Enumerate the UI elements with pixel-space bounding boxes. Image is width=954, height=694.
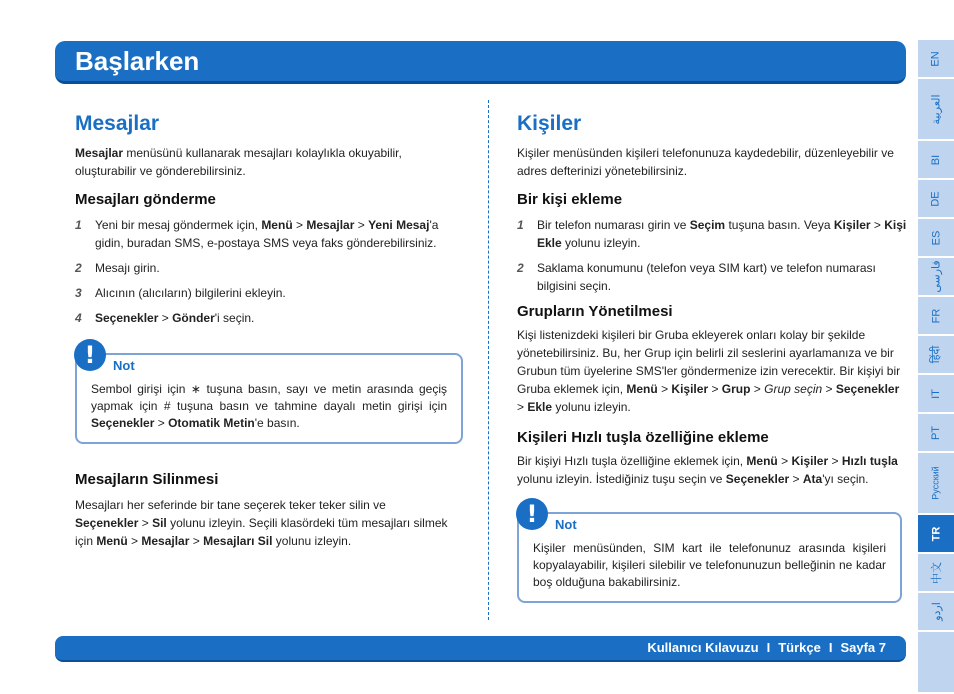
step-text: yolunu izleyin.	[561, 236, 641, 250]
separator: >	[789, 472, 803, 486]
step-number: 3	[75, 286, 82, 300]
separator: >	[158, 311, 173, 325]
list-item	[517, 259, 907, 295]
step-text: Mesajı girin.	[95, 261, 160, 275]
tab-label: Русский	[931, 466, 941, 500]
menu-term: Mesajlar	[141, 534, 190, 548]
menu-term: Sil	[152, 516, 167, 530]
menu-term: Ekle	[527, 400, 553, 414]
separator: >	[657, 382, 672, 396]
separator: >	[822, 382, 836, 396]
step-number: 2	[517, 261, 524, 275]
menu-term: Ata	[802, 472, 823, 486]
tab-tr[interactable]	[918, 515, 954, 552]
tab-label: EN	[930, 50, 942, 67]
menu-term: Menü	[626, 382, 658, 396]
speed-dial-heading: Kişileri Hızlı tuşla özelliğine ekleme	[517, 429, 769, 446]
tab-label: ES	[930, 230, 942, 245]
separator: >	[189, 534, 204, 548]
list-item	[75, 284, 450, 302]
tab-fr[interactable]	[918, 297, 954, 334]
menu-term: Seçenekler	[75, 516, 139, 530]
speed-dial-text	[517, 452, 907, 488]
text-part: Bir kişiyi Hızlı tuşla özelliğine eklemek için,	[517, 454, 747, 468]
step-text: Bir telefon numarası girin ve	[537, 218, 690, 232]
list-item	[517, 216, 907, 252]
text-part: yolunu izleyin.	[272, 534, 352, 548]
note-box	[75, 341, 463, 444]
list-item	[75, 309, 450, 327]
groups-heading: Grupların Yönetilmesi	[517, 303, 673, 320]
footer-page-number: Sayfa 7	[840, 640, 886, 655]
tab-label: PT	[930, 425, 942, 440]
menu-term: Seçenekler	[91, 416, 155, 430]
step-number: 1	[517, 218, 524, 232]
page-title-bar	[55, 41, 906, 84]
menu-term: Menü	[261, 218, 293, 232]
tab-label: فارسی	[930, 260, 943, 293]
separator: >	[708, 382, 722, 396]
separator: >	[154, 416, 169, 430]
note-box	[517, 500, 902, 603]
separator: >	[870, 218, 885, 232]
exclamation-icon: !	[74, 339, 106, 371]
footer-bar	[55, 636, 906, 662]
separator: >	[292, 218, 307, 232]
menu-term: Seçenekler	[725, 472, 790, 486]
add-steps	[517, 216, 907, 295]
menu-term: Yeni Mesaj	[368, 218, 430, 232]
contacts-column	[517, 110, 907, 603]
tab-ar[interactable]	[918, 79, 954, 139]
column-divider	[488, 100, 489, 620]
footer-text	[647, 640, 886, 655]
page-title: Başlarken	[75, 46, 200, 76]
intro-text: menüsünü kullanarak mesajları kolaylıkla okuyabilir, oluşturabilir ve gönderebilirsiniz.	[75, 146, 402, 178]
tab-empty	[918, 632, 954, 692]
separator: >	[138, 516, 153, 530]
separator: >	[517, 400, 528, 414]
note-title: Not	[555, 517, 577, 532]
menu-term: Kişi Ekle	[537, 218, 907, 250]
menu-term-italic: Grup seçin	[764, 382, 823, 396]
separator: >	[750, 382, 765, 396]
menu-term: Seçenekler	[95, 311, 159, 325]
delete-text	[75, 496, 450, 550]
text-part: Mesajları her seferinde bir tane seçerek teker teker silin ve	[75, 498, 386, 512]
menu-term: Menü	[96, 534, 128, 548]
footer-guide: Kullanıcı Kılavuzu	[647, 640, 759, 655]
menu-term: Seçim	[689, 218, 726, 232]
text-part: yolunu izleyin. İstediğiniz tuşu seçin ve	[517, 472, 726, 486]
tab-it[interactable]	[918, 375, 954, 412]
separator: >	[354, 218, 369, 232]
delete-heading: Mesajların Silinmesi	[75, 471, 219, 488]
list-item	[75, 216, 450, 252]
messages-intro	[75, 144, 450, 180]
footer-language: Türkçe	[778, 640, 821, 655]
footer-separator: I	[828, 640, 833, 655]
menu-term: Seçenekler	[835, 382, 900, 396]
intro-bold: Mesajlar	[75, 146, 124, 160]
separator: >	[127, 534, 142, 548]
tab-label: हिंदी	[930, 345, 943, 364]
tab-zh[interactable]	[918, 554, 954, 591]
exclamation-icon: !	[516, 498, 548, 530]
send-heading: Mesajları gönderme	[75, 191, 216, 208]
step-text: Yeni bir mesaj göndermek için,	[95, 218, 262, 232]
step-text: tuşuna basın. Veya	[725, 218, 834, 232]
menu-term: Mesajları Sil	[203, 534, 273, 548]
messages-heading: Mesajlar	[75, 112, 160, 135]
step-number: 1	[75, 218, 82, 232]
note-text	[91, 381, 447, 432]
note-text-part: Sembol girişi için ∗ tuşuna basın, sayı ve metin arasında geçiş yapmak için # tuşuna basın ve tahmine dayalı metin girişi için	[91, 382, 447, 413]
step-number: 2	[75, 261, 82, 275]
tab-label: IT	[930, 388, 942, 399]
note-text: Kişiler menüsünden, SIM kart ile telefonunuz arasında kişileri kopyalayabilir, kişileri silebilir ve telefonunuzun belleğinin ne kadar boş olduğuna bakabilirsiniz.	[533, 541, 886, 589]
menu-term: Gönder	[172, 311, 215, 325]
note-text-part: 'e basın.	[254, 416, 300, 430]
tab-ur[interactable]	[918, 593, 954, 630]
tab-label: BI	[930, 154, 942, 165]
tab-en[interactable]	[918, 40, 954, 77]
note-title: Not	[113, 358, 135, 373]
tab-hi[interactable]	[918, 336, 954, 373]
menu-term: Kişiler	[833, 218, 871, 232]
tab-label: 中文	[931, 561, 943, 584]
text-part: yolunu izleyin.	[552, 400, 631, 414]
tab-label: العربية	[930, 93, 943, 125]
menu-term: Mesajlar	[306, 218, 355, 232]
tab-pt[interactable]	[918, 414, 954, 451]
separator: >	[828, 454, 842, 468]
step-text: 'a gidin, buradan SMS, e-postaya SMS veya faks gönderebilirsiniz.	[95, 218, 439, 250]
step-text: Alıcının (alıcıların) bilgilerini ekleyin.	[95, 286, 286, 300]
tab-es[interactable]	[918, 219, 954, 256]
footer-separator: I	[766, 640, 771, 655]
tab-label: FR	[929, 308, 942, 323]
menu-term: Hızlı tuşla	[841, 454, 898, 468]
groups-text	[517, 326, 907, 416]
add-contact-heading: Bir kişi ekleme	[517, 191, 623, 208]
step-text: 'i seçin.	[214, 311, 255, 325]
step-text: Saklama konumunu (telefon veya SIM kart) ve telefon numarası bilgisini seçin.	[537, 261, 876, 293]
list-item	[75, 259, 450, 277]
text-part: Kişi listenizdeki kişileri bir Gruba ekleyerek onları kolay bir şekilde yönetebilirsiniz. Bu, her Grup için belirli zil seslerini ayarlamanıza ve bir Grubun tüm üyelerine SMS'ler göndermenize izin verecektir. Bir kişiyi bir Gruba eklemek için,	[517, 328, 901, 396]
separator: >	[777, 454, 792, 468]
text-part: yolunu izleyin. Seçili klasördeki tüm mesajları silmek için	[75, 516, 448, 548]
menu-term: Kişiler	[791, 454, 829, 468]
tab-de[interactable]	[918, 180, 954, 217]
contacts-intro: Kişiler menüsünden kişileri telefonunuza kaydedebilir, düzenleyebilir ve adres defterinizi yönetebilirsiniz.	[517, 146, 894, 178]
menu-term: Grup	[721, 382, 751, 396]
tab-ru[interactable]	[918, 453, 954, 513]
messages-column	[75, 110, 450, 550]
tab-label: DE	[930, 190, 942, 207]
menu-term: Otomatik Metin	[168, 416, 255, 430]
tab-bi[interactable]	[918, 141, 954, 178]
tab-label: اردو	[930, 602, 943, 621]
tab-fa[interactable]	[918, 258, 954, 295]
text-part: 'yı seçin.	[822, 472, 869, 486]
send-steps	[75, 216, 450, 327]
step-number: 4	[75, 311, 82, 325]
tab-label: TR	[929, 526, 942, 541]
contacts-heading: Kişiler	[517, 112, 582, 135]
menu-term: Menü	[746, 454, 778, 468]
menu-term: Kişiler	[671, 382, 709, 396]
language-sidebar	[918, 40, 954, 694]
